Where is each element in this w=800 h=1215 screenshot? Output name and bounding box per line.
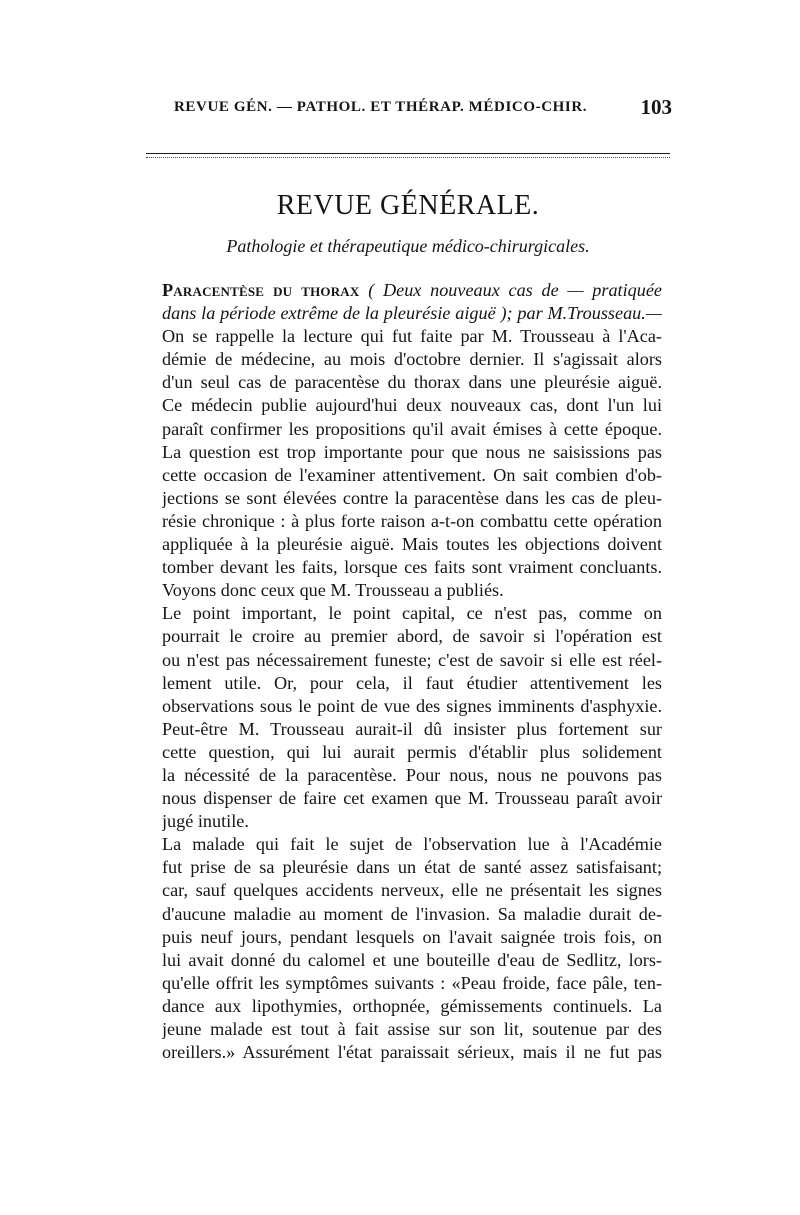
article-line <box>162 279 662 302</box>
article-line: qu'elle offrit les symptômes suivants : «Peau froide, face pâle, ten- <box>162 972 662 993</box>
article-line: cette question, qui lui aurait permis d'établir plus solidement <box>162 741 662 762</box>
article-line: fut prise de sa pleurésie dans un état de santé assez satisfaisant; <box>162 857 662 878</box>
article-line: car, sauf quelques accidents nerveux, elle ne présentait les signes <box>162 880 662 901</box>
article-line: jugé inutile. <box>162 811 249 832</box>
article-line-text: dans la période extrême de la pleurésie aiguë ); par M.Trousseau.— <box>162 303 662 324</box>
article-line: démie de médecine, au mois d'octobre dernier. Il s'agissait alors <box>162 349 662 370</box>
article-line: Le point important, le point capital, ce n'est pas, comme on <box>162 603 662 624</box>
article-line: cette occasion de l'examiner attentivement. On sait combien d'ob- <box>162 464 662 485</box>
article-line: résie chronique : à plus forte raison a-t-on combattu cette opération <box>162 510 662 531</box>
article-line: jeune malade est tout à fait assise sur son lit, soutenue par des <box>162 1019 662 1039</box>
article-line-text: ( Deux nouveaux cas de — pratiquée <box>368 280 662 300</box>
article-line: nous dispenser de faire cet examen que M. Trousseau paraît avoir <box>162 788 662 809</box>
article-line: Ce médecin publie aujourd'hui deux nouveaux cas, dont l'un lui <box>162 395 662 416</box>
article-body <box>162 279 662 1064</box>
article-line: lui avait donné du calomel et une bouteille d'eau de Sedlitz, lors- <box>162 949 662 970</box>
article-line: oreillers.» Assurément l'état paraissait sérieux, mais il ne fut pas <box>162 1042 662 1063</box>
article-line: la nécessité de la paracentèse. Pour nous, nous ne pouvons pas <box>162 764 662 785</box>
article-line: jections se sont élevées contre la paracentèse dans les cas de pleu- <box>162 487 662 508</box>
article-line: paraît confirmer les propositions qu'il avait émises à cette époque. <box>162 418 662 439</box>
section-subtitle: Pathologie et thérapeutique médico-chirurgicales. <box>226 236 590 256</box>
article-line: Voyons donc ceux que M. Trousseau a publiés. <box>162 580 504 601</box>
article-line: dance aux lipothymies, orthopnée, gémissements continuels. La <box>162 995 662 1016</box>
article-line: Peut-être M. Trousseau aurait-il dû insister plus fortement sur <box>162 718 662 739</box>
section-title: REVUE GÉNÉRALE. <box>276 190 540 221</box>
article-lead-title: Paracentèse du thorax <box>162 280 360 300</box>
article-line: pourrait le croire au premier abord, de savoir si l'opération est <box>162 626 662 647</box>
running-title: REVUE GÉN. — PATHOL. ET THÉRAP. MÉDICO-CHIR. <box>174 99 588 115</box>
header-rule <box>146 153 670 154</box>
header-rule-dotted <box>146 157 670 158</box>
article-line: ou n'est pas nécessairement funeste; c'est de savoir si elle est réel- <box>162 649 662 670</box>
article-line: appliquée à la pleurésie aiguë. Mais toutes les objections doivent <box>162 534 662 555</box>
article-line: lement utile. Or, pour cela, il faut étudier attentivement les <box>162 672 662 693</box>
article-line: La question est trop importante pour que nous ne saisissions pas <box>162 441 662 462</box>
page-number: 103 <box>640 95 672 119</box>
article-line: d'aucune maladie au moment de l'invasion. Sa maladie durait de- <box>162 903 662 924</box>
article-line: d'un seul cas de paracentèse du thorax dans une pleurésie aiguë. <box>162 372 662 393</box>
article-line: On se rappelle la lecture qui fut faite par M. Trousseau à l'Aca- <box>162 326 662 347</box>
article-line: observations sous le point de vue des signes imminents d'asphyxie. <box>162 695 662 716</box>
article-line: La malade qui fait le sujet de l'observation lue à l'Académie <box>162 834 662 855</box>
article-line: tomber devant les faits, lorsque ces faits sont vraiment concluants. <box>162 557 662 578</box>
article-line: puis neuf jours, pendant lesquels on l'avait saignée trois fois, on <box>162 926 662 947</box>
article-line <box>162 302 662 325</box>
running-head <box>146 95 672 125</box>
